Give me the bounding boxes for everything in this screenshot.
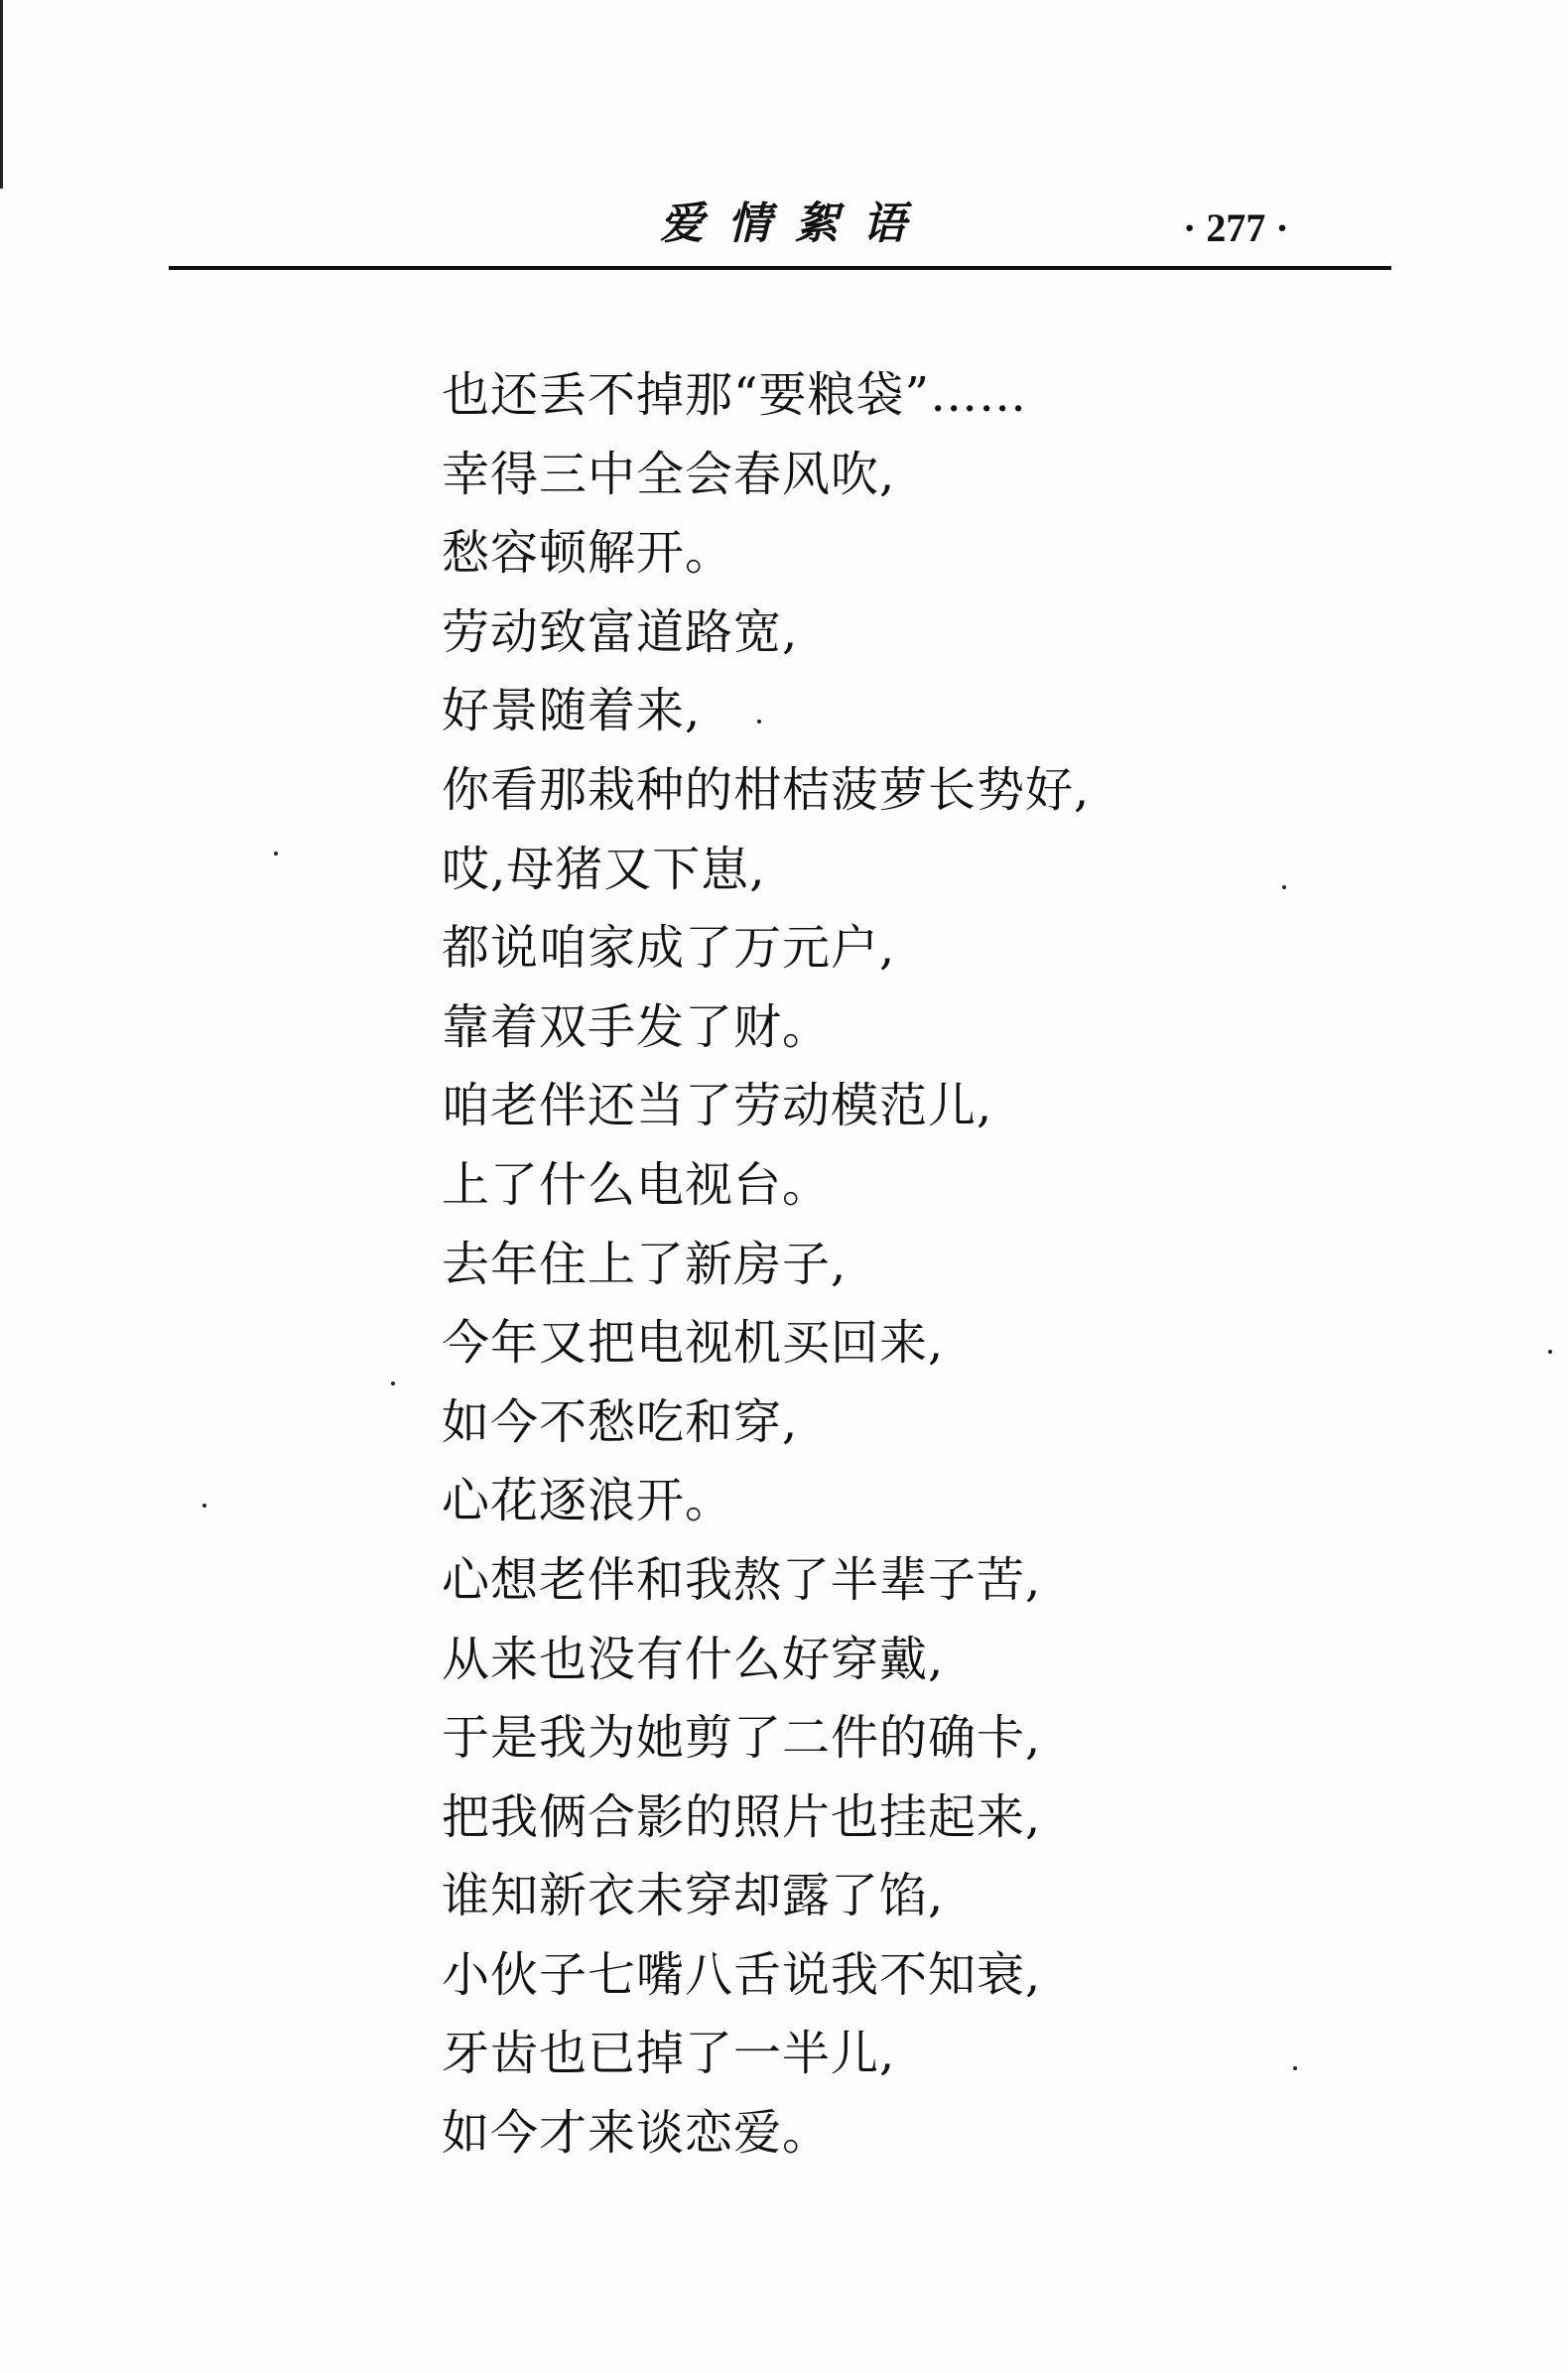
poem-line: 于是我为她剪了二件的确卡, <box>442 1710 1042 1767</box>
poem-line: 心想老伴和我熬了半辈子苦, <box>442 1551 1042 1608</box>
poem-line: 牙齿也已掉了一半儿, <box>442 2026 896 2082</box>
poem-line: 都说咱家成了万元户, <box>442 920 896 977</box>
scan-speck <box>202 1504 206 1508</box>
poem-line: 也还丢不掉那“要粮袋”…… <box>442 367 1028 423</box>
page-edge-shadow <box>0 0 3 189</box>
poem-line: 靠着双手发了财。 <box>442 998 832 1055</box>
poem-text <box>442 359 1434 2176</box>
poem-line: 愁容顿解开。 <box>442 525 734 582</box>
poem-line: 把我俩合影的照片也挂起来, <box>442 1788 1042 1845</box>
scan-speck <box>274 852 278 856</box>
scan-speck <box>1548 1350 1552 1354</box>
poem-line: 幸得三中全会春风吹, <box>442 446 896 502</box>
poem-line: 今年又把电视机买回来, <box>442 1315 945 1372</box>
poem-line: 从来也没有什么好穿戴, <box>442 1631 945 1687</box>
header-rule <box>169 266 1391 270</box>
scan-speck <box>757 720 761 724</box>
poem-line: 咱老伴还当了劳动模范儿, <box>442 1078 993 1134</box>
running-header-title: 爱情絮语 <box>660 198 930 249</box>
poem-line: 小伙子七嘴八舌说我不知衰, <box>442 1946 1042 2003</box>
poem-line: 谁知新衣未穿却露了馅, <box>442 1868 945 1924</box>
poem-line: 你看那栽种的柑桔菠萝长势好, <box>442 761 1091 818</box>
poem-line: 劳动致富道路宽, <box>442 603 799 660</box>
poem-line: 去年住上了新房子, <box>442 1236 848 1292</box>
scan-speck <box>1282 885 1286 889</box>
poem-line: 心花逐浪开。 <box>442 1473 734 1529</box>
page-number: · 277 · <box>1183 205 1289 250</box>
poem-line: 如今不愁吃和穿, <box>442 1393 799 1450</box>
poem-line: 好景随着来, <box>442 683 702 739</box>
poem-line: 上了什么电视台。 <box>442 1156 832 1213</box>
scan-speck <box>1293 2066 1297 2070</box>
poem-line: 如今才来谈恋爱。 <box>442 2105 832 2162</box>
poem-line: 哎,母猪又下崽, <box>442 841 766 897</box>
scan-speck <box>391 1382 395 1385</box>
